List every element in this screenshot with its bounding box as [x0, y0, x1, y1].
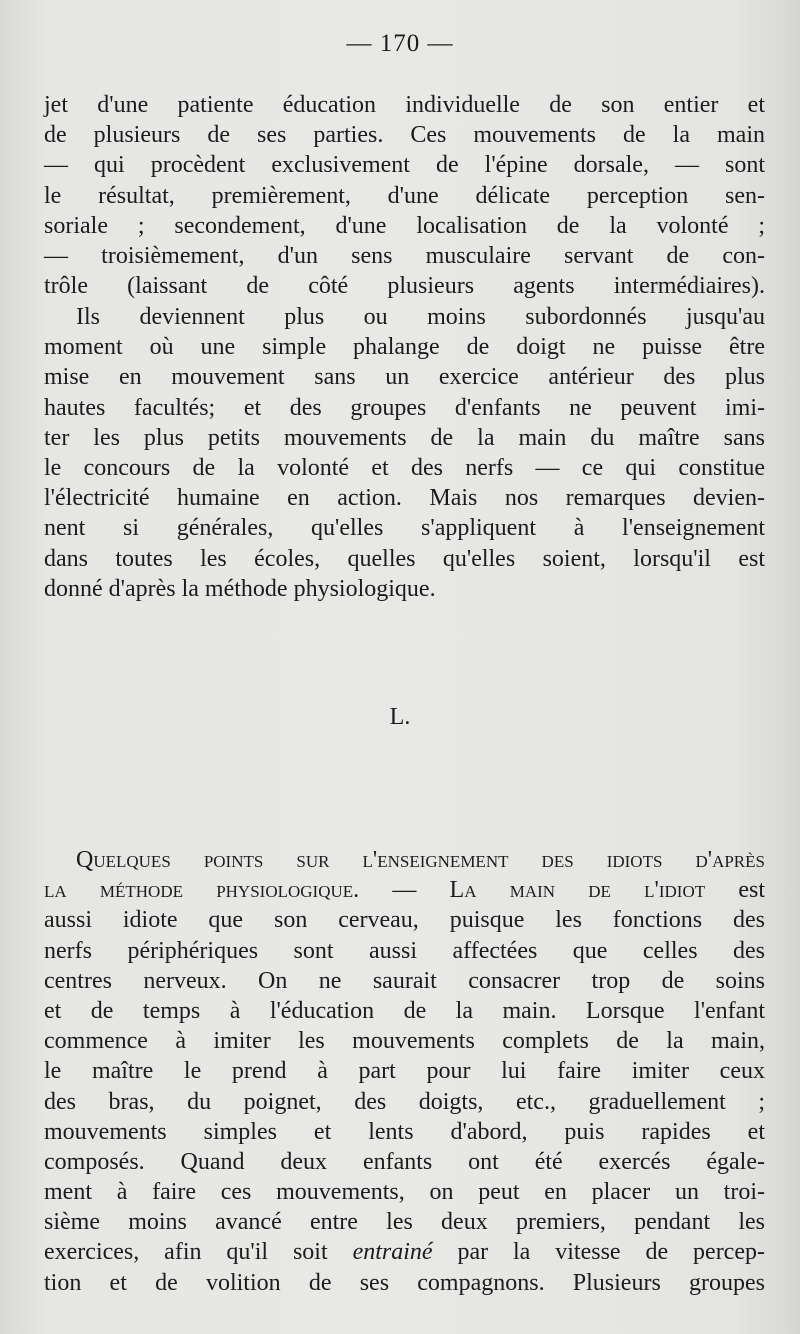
text-line: des bras, du poignet, des doigts, etc., graduellement ;: [44, 1088, 765, 1115]
text-line: — troisièmement, d'un sens musculaire servant de con-: [44, 242, 765, 269]
text-segment: exercices, afin qu'il soit: [44, 1239, 353, 1266]
text-line: jet d'une patiente éducation individuelle de son entier et: [44, 92, 765, 118]
text-line: trôle (laissant de côté plusieurs agents intermédiaires).: [44, 273, 765, 300]
text-line: — qui procèdent exclusivement de l'épine dorsale, — sont: [44, 152, 765, 179]
text-line: [44, 1237, 765, 1267]
text-line: dans toutes les écoles, quelles qu'elles soient, lorsqu'il est: [44, 545, 765, 572]
text-line: composés. Quand deux enfants ont été exercés égale-: [44, 1148, 765, 1175]
text-line: et de temps à l'éducation de la main. Lorsque l'enfant: [44, 997, 765, 1024]
text-line: hautes facultés; et des groupes d'enfants ne peuvent imi-: [44, 394, 765, 421]
text-line: l'électricité humaine en action. Mais nos remarques devien-: [44, 485, 765, 512]
paragraph-2: [44, 302, 765, 604]
text-line: ter les plus petits mouvements de la main du maître sans: [44, 424, 765, 451]
paragraph-1: [44, 90, 765, 301]
text-line: nerfs périphériques sont aussi affectées que celles des: [44, 937, 765, 964]
text-line: tion et de volition de ses compagnons. Plusieurs groupes: [44, 1269, 765, 1296]
text-line: moment où une simple phalange de doigt ne puisse être: [44, 334, 765, 361]
paragraph-3: [44, 845, 765, 1298]
text-line: sième moins avancé entre les deux premiers, pendant les: [44, 1209, 765, 1236]
section-number: L.: [389, 704, 411, 730]
text-line: centres nerveux. On ne saurait consacrer trop de soins: [44, 967, 765, 994]
text-line: soriale ; secondement, d'une localisation de la volonté ;: [44, 212, 765, 239]
text-line: de plusieurs de ses parties. Ces mouvements de la main: [44, 122, 765, 149]
section-heading-line: Quelques points sur l'enseignement des idiots d'après: [76, 847, 765, 873]
text-line: ment à faire ces mouvements, on peut en placer un troi-: [44, 1179, 765, 1206]
section-heading-small-caps: la méthode physiologique. — La main de l'idiot: [44, 877, 706, 904]
page-number: — 170 —: [346, 30, 454, 57]
text-line: donné d'après la méthode physiologique.: [44, 575, 436, 602]
text-line: le maître le prend à part pour lui faire imiter ceux: [44, 1058, 765, 1085]
text-line: mouvements simples et lents d'abord, puis rapides et: [44, 1118, 765, 1145]
text-segment: par la vitesse de percep-: [432, 1239, 765, 1266]
text-line: le résultat, premièrement, d'une délicate perception sen-: [44, 182, 765, 209]
text-line: mise en mouvement sans un exercice antérieur des plus: [44, 364, 765, 391]
text-line: commence à imiter les mouvements complets de la main,: [44, 1028, 765, 1055]
section-heading-rest: est: [705, 877, 765, 904]
text-line: le concours de la volonté et des nerfs — ce qui constitue: [44, 454, 765, 481]
section-heading-line: [44, 875, 765, 905]
text-line: Ils deviennent plus ou moins subordonnés jusqu'au: [76, 304, 765, 330]
italic-word: entrainé: [352, 1239, 433, 1266]
text-line: nent si générales, qu'elles s'appliquent à l'enseignement: [44, 515, 765, 542]
text-line: aussi idiote que son cerveau, puisque les fonctions des: [44, 907, 765, 934]
